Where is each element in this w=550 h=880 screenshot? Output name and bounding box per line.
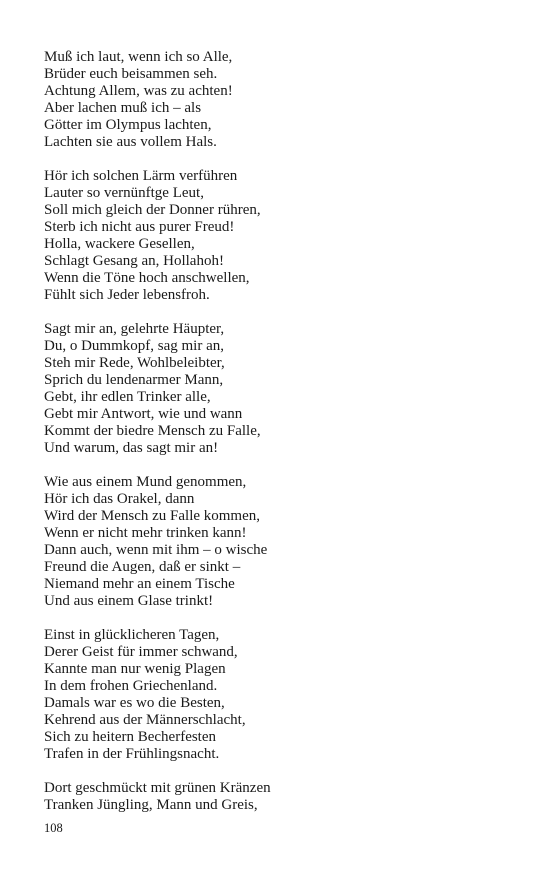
poem-line: Wenn er nicht mehr trinken kann!	[44, 525, 247, 541]
poem-line: Gebt mir Antwort, wie und wann	[44, 406, 243, 422]
poem-line: Wird der Mensch zu Falle kommen,	[44, 508, 261, 524]
poem-line: Und aus einem Glase trinkt!	[44, 593, 214, 609]
poem-line: Brüder euch beisammen seh.	[44, 66, 218, 82]
poem-line: Und warum, das sagt mir an!	[44, 440, 219, 456]
stanza-5	[44, 627, 514, 763]
poem-line: Fühlt sich Jeder lebensfroh.	[44, 287, 210, 303]
poem-line: Aber lachen muß ich – als	[44, 100, 202, 116]
poem-line: Freund die Augen, daß er sinkt –	[44, 559, 241, 575]
poem-text	[44, 49, 514, 831]
poem-line: Wie aus einem Mund genommen,	[44, 474, 247, 490]
poem-line: Schlagt Gesang an, Hollahoh!	[44, 253, 224, 269]
poem-line: Sprich du lendenarmer Mann,	[44, 372, 224, 388]
poem-line: Tranken Jüngling, Mann und Greis,	[44, 797, 258, 813]
poem-line: Niemand mehr an einem Tische	[44, 576, 235, 592]
poem-line: Achtung Allem, was zu achten!	[44, 83, 233, 99]
poem-line: Trafen in der Frühlingsnacht.	[44, 746, 220, 762]
poem-line: Dann auch, wenn mit ihm – o wische	[44, 542, 268, 558]
poem-line: Kommt der biedre Mensch zu Falle,	[44, 423, 261, 439]
poem-line: In dem frohen Griechenland.	[44, 678, 218, 694]
stanza-2	[44, 168, 514, 304]
poem-line: Sich zu heitern Becherfesten	[44, 729, 217, 745]
poem-line: Hör ich das Orakel, dann	[44, 491, 195, 507]
poem-line: Kehrend aus der Männerschlacht,	[44, 712, 246, 728]
poem-line: Dort geschmückt mit grünen Kränzen	[44, 780, 271, 796]
poem-line: Götter im Olympus lachten,	[44, 117, 212, 133]
stanza-6	[44, 780, 514, 814]
page-number: 108	[44, 821, 63, 835]
stanza-4	[44, 474, 514, 610]
poem-line: Wenn die Töne hoch anschwellen,	[44, 270, 250, 286]
poem-line: Hör ich solchen Lärm verführen	[44, 168, 238, 184]
poem-line: Gebt, ihr edlen Trinker alle,	[44, 389, 211, 405]
poem-line: Lauter so vernünftge Leut,	[44, 185, 204, 201]
poem-line: Steh mir Rede, Wohlbeleibter,	[44, 355, 225, 371]
poem-line: Lachten sie aus vollem Hals.	[44, 134, 217, 150]
poem-line: Muß ich laut, wenn ich so Alle,	[44, 49, 233, 65]
poem-line: Du, o Dummkopf, sag mir an,	[44, 338, 224, 354]
poem-line: Soll mich gleich der Donner rühren,	[44, 202, 261, 218]
poem-line: Damals war es wo die Besten,	[44, 695, 225, 711]
poem-line: Derer Geist für immer schwand,	[44, 644, 238, 660]
stanza-1	[44, 49, 514, 151]
poem-line: Holla, wackere Gesellen,	[44, 236, 195, 252]
poem-line: Sterb ich nicht aus purer Freud!	[44, 219, 235, 235]
poem-line: Einst in glücklicheren Tagen,	[44, 627, 220, 643]
poem-line: Kannte man nur wenig Plagen	[44, 661, 226, 677]
stanza-3	[44, 321, 514, 457]
poem-line: Sagt mir an, gelehrte Häupter,	[44, 321, 225, 337]
